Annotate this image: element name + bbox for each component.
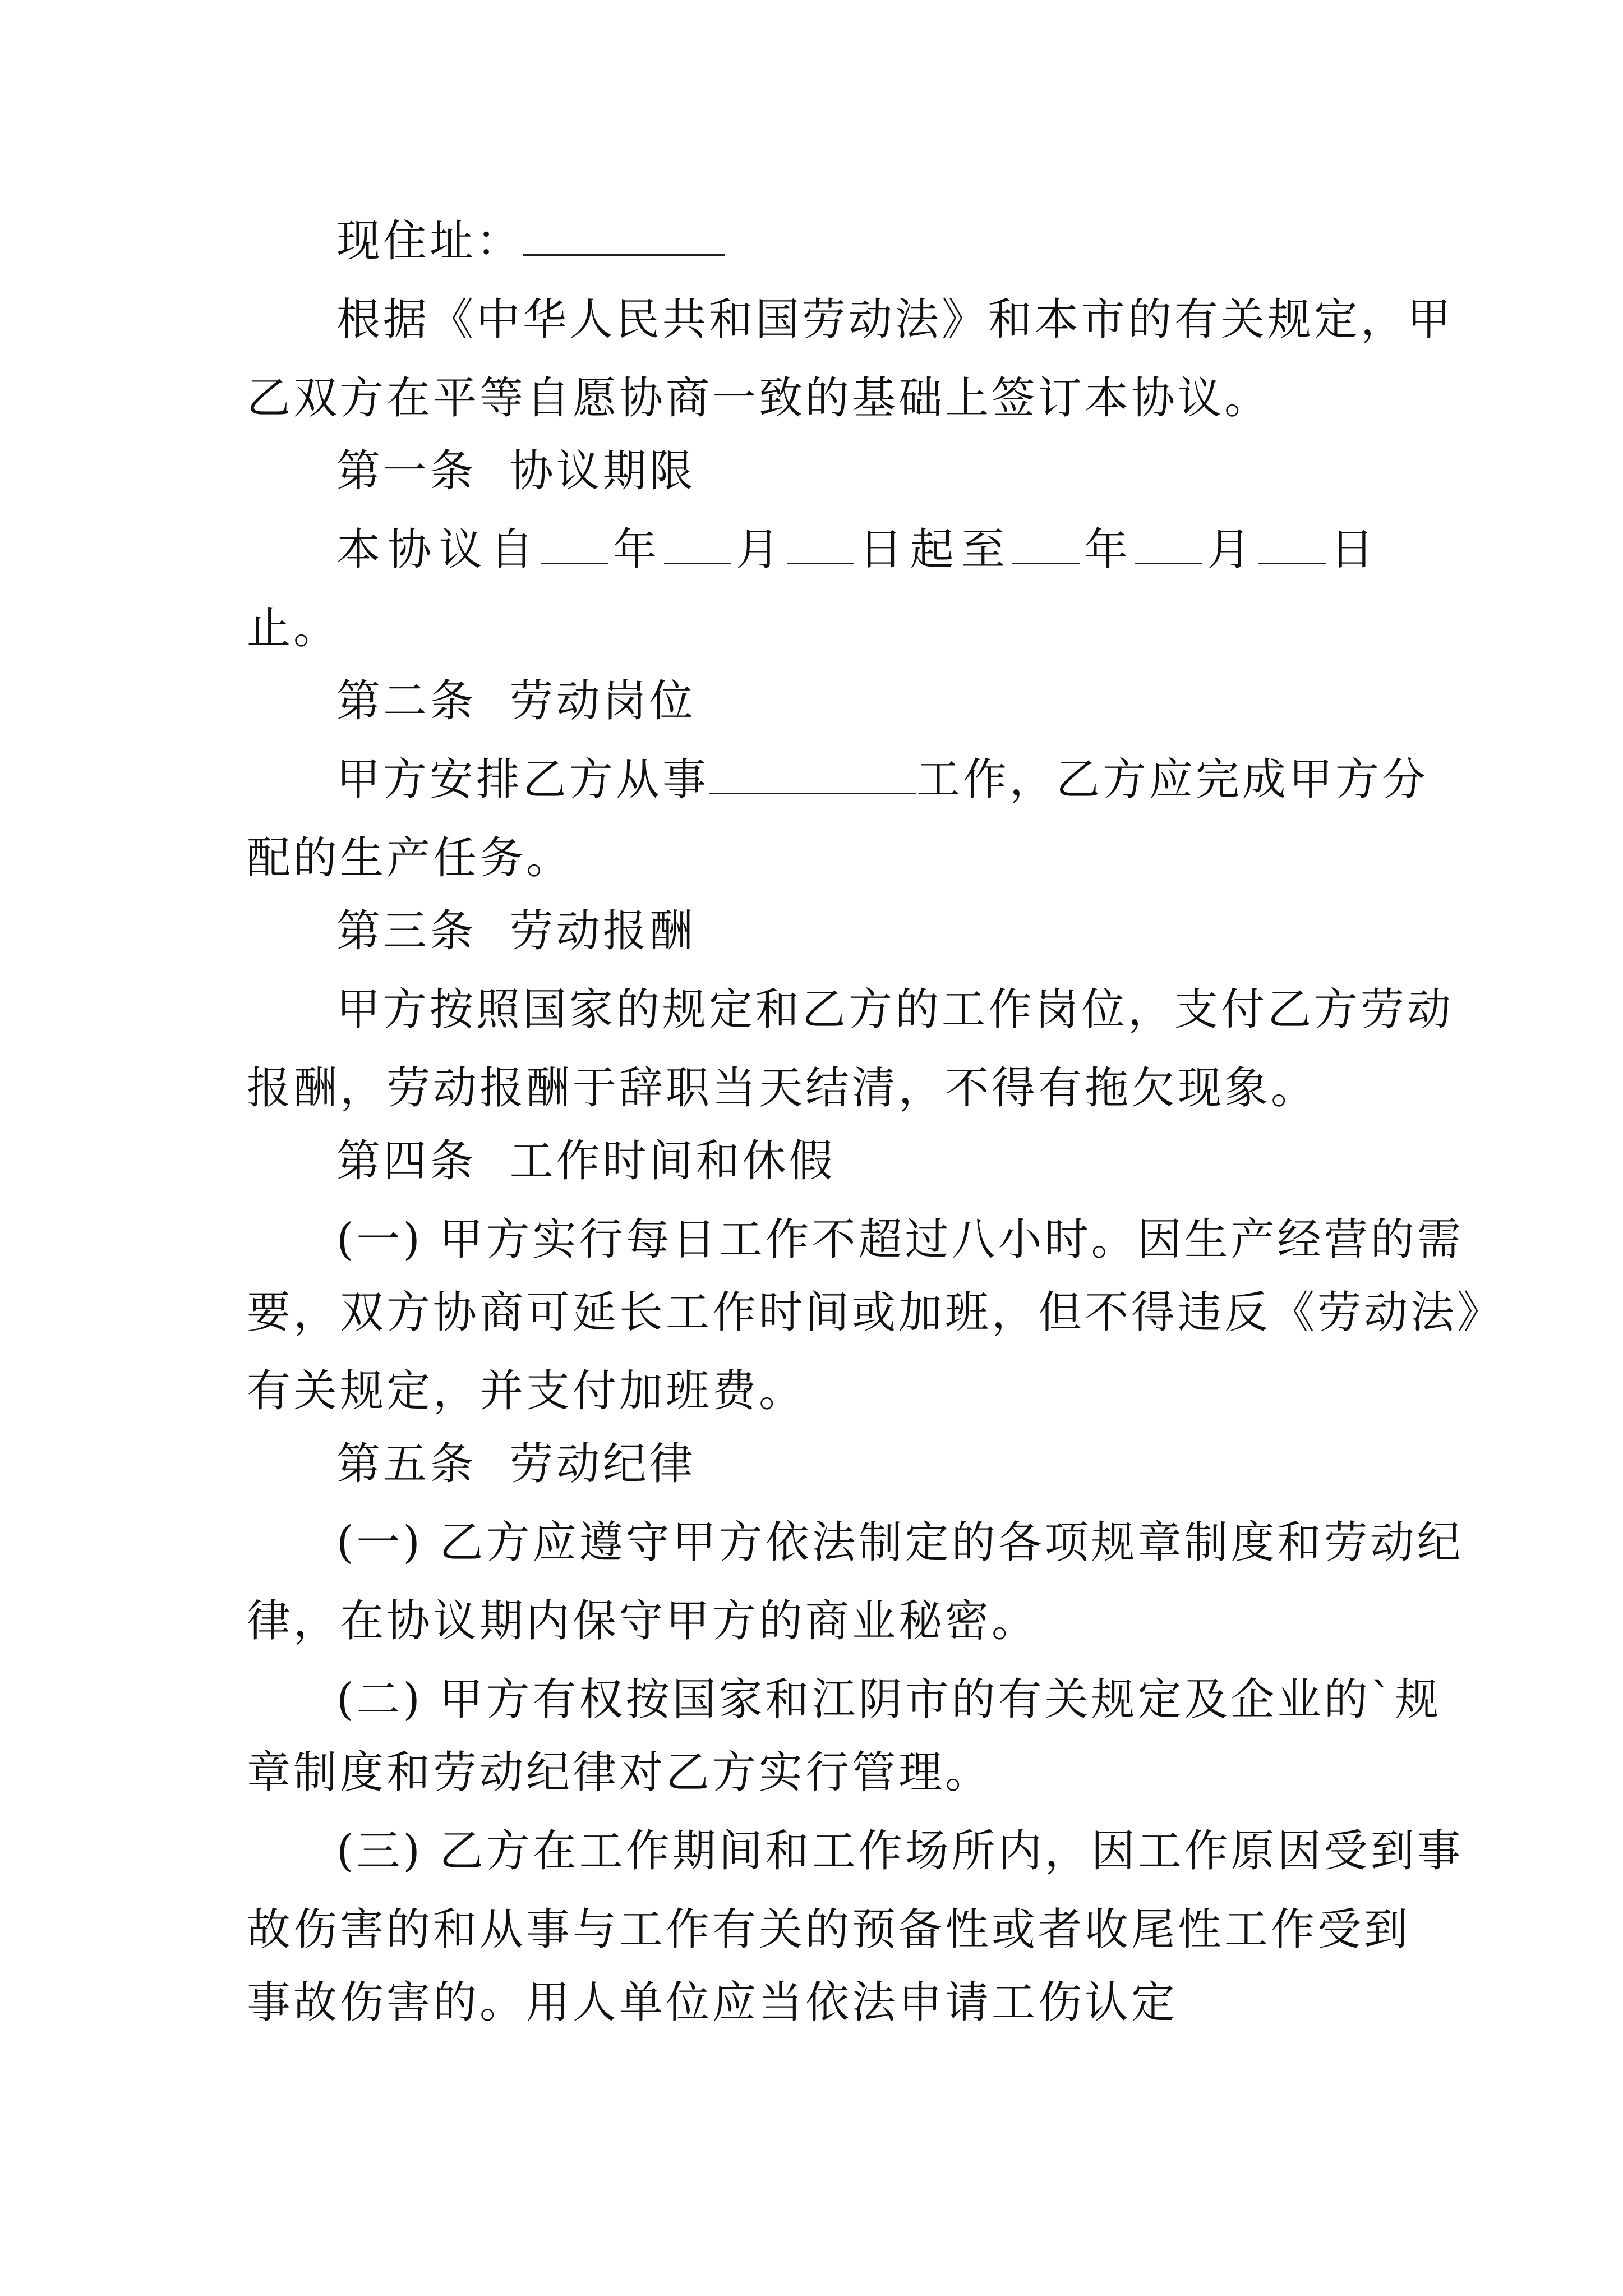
basis-paragraph-line-1: 根据《中华人民共和国劳动法》和本市的有关规定，甲 — [336, 295, 1454, 345]
address-line — [336, 213, 725, 269]
art1-start: 本协议自 — [336, 524, 541, 575]
article-5-item-3-line-1: (三) 乙方在工作期间和工作场所内，因工作原因受到事 — [336, 1826, 1464, 1876]
article-3-text-line-2: 报酬，劳动报酬于辞职当天结清，不得有拖欠现象。 — [247, 1063, 1318, 1114]
month-blank-1 — [664, 528, 731, 564]
day-blank-1 — [787, 528, 854, 564]
year-blank-2 — [1012, 528, 1080, 564]
art1-year2: 年 — [1080, 524, 1136, 575]
art1-month2: 月 — [1202, 524, 1258, 575]
article-4-item-1-line-3: 有关规定，并支付加班费。 — [247, 1366, 806, 1416]
article-1-title: 第一条 协议期限 — [336, 446, 696, 496]
article-4-item-1-line-2: 要，双方协商可延长工作时间或加班，但不得违反《劳动法》 — [247, 1287, 1504, 1338]
article-3-text-line-1: 甲方按照国家的规定和乙方的工作岗位，支付乙方劳动 — [336, 984, 1454, 1035]
article-2-text-line-1 — [336, 752, 1429, 808]
article-1-text-line-2: 止。 — [247, 603, 340, 654]
article-5-item-2-line-1: (二) 甲方有权按国家和江阴市的有关规定及企业的`规 — [336, 1674, 1442, 1725]
art1-day-from: 日起至 — [854, 524, 1013, 575]
article-2-title: 第二条 劳动岗位 — [336, 676, 696, 726]
art2-part1: 甲方安排乙方从事 — [336, 754, 709, 805]
month-blank-2 — [1135, 528, 1202, 564]
article-5-item-1-line-1: (一) 乙方应遵守甲方依法制定的各项规章制度和劳动纪 — [336, 1517, 1464, 1568]
article-4-title: 第四条 工作时间和休假 — [336, 1136, 836, 1186]
art2-part2: 工作，乙方应完成甲方分 — [916, 754, 1429, 805]
art1-year1: 年 — [608, 524, 665, 575]
article-5-item-1-line-2: 律，在协议期内保守甲方的商业秘密。 — [247, 1596, 1039, 1646]
art1-day-end: 日 — [1325, 524, 1377, 575]
article-5-item-2-line-2: 章制度和劳动纪律对乙方实行管理。 — [247, 1747, 992, 1798]
job-blank — [709, 758, 916, 794]
article-5-title: 第五条 劳动纪律 — [336, 1439, 696, 1489]
article-4-item-1-line-1: (一) 甲方实行每日工作不超过八小时。因生产经营的需 — [336, 1214, 1464, 1265]
article-5-item-3-line-3: 事故伤害的。用人单位应当依法申请工伤认定 — [247, 1977, 1178, 2028]
art1-month1: 月 — [731, 524, 787, 575]
day-blank-2 — [1258, 528, 1326, 564]
year-blank-1 — [541, 528, 608, 564]
article-2-text-line-2: 配的生产任务。 — [247, 833, 573, 884]
address-blank — [523, 219, 725, 256]
article-1-text-line-1 — [336, 522, 1377, 578]
address-label: 现住址： — [336, 216, 523, 266]
article-3-title: 第三条 劳动报酬 — [336, 906, 696, 956]
basis-paragraph-line-2: 乙双方在平等自愿协商一致的基础上签订本协议。 — [247, 373, 1271, 424]
article-5-item-3-line-2: 故伤害的和从事与工作有关的预备性或者收尾性工作受到 — [247, 1904, 1411, 1955]
